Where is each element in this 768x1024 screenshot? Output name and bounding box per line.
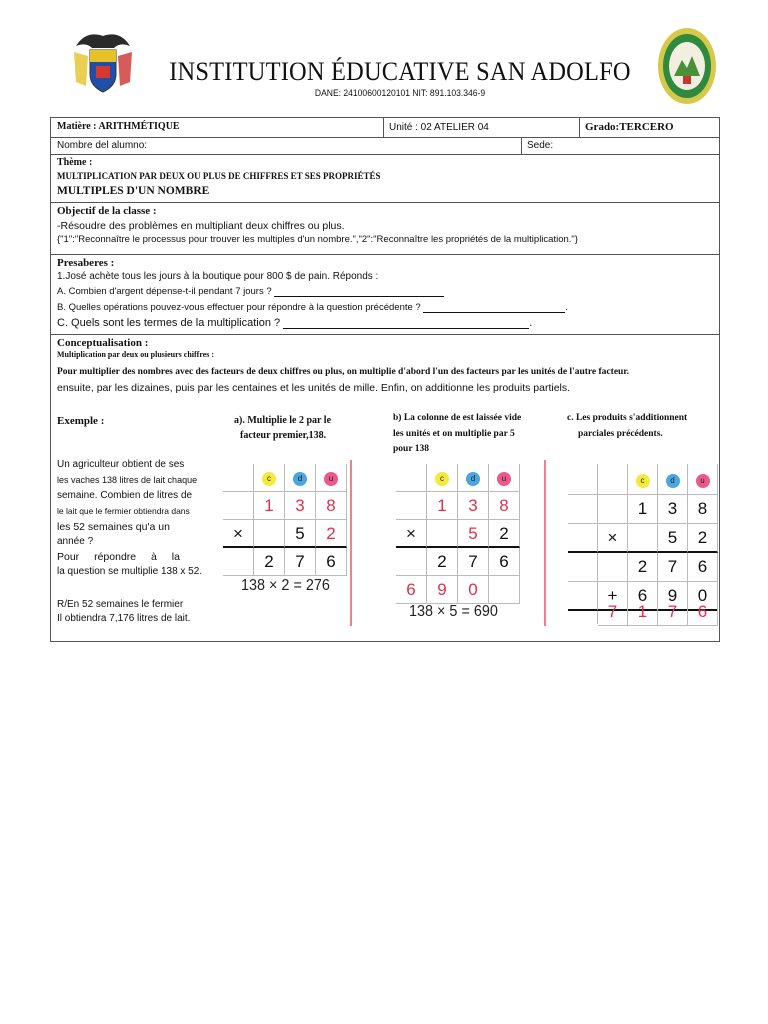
units-dot: u: [497, 472, 511, 486]
digit: 2: [316, 520, 347, 548]
digit: 2: [489, 520, 520, 548]
digit: 2: [628, 553, 658, 582]
times-sign: ×: [396, 520, 427, 548]
digit: 7: [458, 548, 489, 576]
digit: 7: [598, 598, 628, 626]
digit: 9: [658, 582, 688, 611]
colombia-coat-of-arms-icon: [66, 26, 140, 96]
info-row: [51, 118, 719, 138]
multiplication-grid-a: [223, 464, 347, 578]
theme-line-2: MULTIPLES D'UN NOMBRE: [57, 185, 210, 197]
digit: 5: [285, 520, 316, 548]
digit: 1: [254, 492, 285, 520]
digit: 1: [427, 492, 458, 520]
school-registration: DANE: 24100600120101 NIT: 891.103.346-9: [314, 88, 486, 99]
digit: 6: [628, 582, 658, 611]
digit: 8: [688, 495, 718, 524]
digit: 6: [688, 598, 718, 626]
theme-line-1: MULTIPLICATION PAR DEUX OU PLUS DE CHIFFRES ET SES PROPRIÉTÉS: [57, 171, 381, 181]
hundreds-dot: c: [262, 472, 276, 486]
answer-c-blank[interactable]: [283, 328, 529, 329]
digit: 1: [628, 598, 658, 626]
units-dot: u: [324, 472, 338, 486]
objective-label: Objectif de la classe :: [57, 205, 157, 217]
digit: 7: [658, 598, 688, 626]
unit-label: Unité : 02 ATELIER 04: [389, 122, 489, 133]
step-c-heading-1: c. Les produits s'additionnent: [567, 413, 688, 423]
story-line: Pour répondre à la: [57, 551, 180, 563]
theme-section: [51, 155, 719, 203]
times-sign: ×: [223, 520, 254, 548]
school-title: INSTITUTION ÉDUCATIVE SAN ADOLFO: [169, 57, 631, 86]
student-row: [51, 138, 719, 155]
tens-dot: d: [466, 472, 480, 486]
digit: 6: [688, 553, 718, 582]
answer-a-blank[interactable]: [274, 296, 444, 297]
tens-dot: d: [293, 472, 307, 486]
concept-label: Conceptualisation :: [57, 337, 149, 349]
story-line: les vaches 138 litres de lait chaque: [57, 475, 198, 485]
step-c-heading-2: parciales précédents.: [578, 429, 663, 439]
concept-sub: Multiplication par deux ou plusieurs chiffres :: [57, 350, 215, 359]
digit: 6: [316, 548, 347, 576]
worksheet-table: [50, 117, 720, 642]
sede-field[interactable]: Sede:: [527, 140, 554, 151]
multiplication-grid-b: [396, 464, 520, 604]
question-c: C. Quels sont les termes de la multiplication ? .: [57, 317, 533, 329]
student-name-field[interactable]: Nombre del alumno:: [57, 140, 148, 151]
tens-dot: d: [666, 474, 680, 488]
answer-line-2: Il obtiendra 7,176 litres de lait.: [57, 613, 191, 624]
question-intro: 1.José achète tous les jours à la boutique pour 800 $ de pain. Réponds :: [57, 271, 379, 282]
digit: 6: [396, 576, 427, 604]
question-b-text: B. Quelles opérations pouvez-vous effectuer pour répondre à la question précédente ?: [57, 302, 421, 313]
story-line: les 52 semaines qu'a un: [57, 521, 170, 533]
step-b-heading-1: b) La colonne de est laissée vide: [393, 413, 522, 423]
digit: 8: [489, 492, 520, 520]
digit: 5: [458, 520, 489, 548]
step-a-heading-2: facteur premier,138.: [240, 430, 327, 441]
story-line: le lait que le fermier obtiendra dans: [57, 506, 190, 516]
question-a-text: A. Combien d'argent dépense-t-il pendant 7 jours ?: [57, 286, 272, 297]
digit: 0: [458, 576, 489, 604]
objective-line-1: -Résoudre des problèmes en multipliant deux chiffres ou plus.: [57, 220, 345, 232]
objective-section: [51, 203, 719, 255]
hundreds-dot: c: [636, 474, 650, 488]
school-seal-icon: [656, 26, 718, 106]
digit: 9: [427, 576, 458, 604]
question-a: [57, 286, 444, 297]
digit: 3: [285, 492, 316, 520]
subject-label: Matière : ARITHMÉTIQUE: [57, 121, 180, 132]
concept-paragraph-1: Pour multiplier des nombres avec des facteurs de deux chiffres ou plus, on multiplie d'abord l'un des facteurs par les unités de l'autre facteur.: [57, 367, 630, 377]
digit: 8: [316, 492, 347, 520]
example-label: Exemple :: [57, 415, 105, 427]
answer-b-blank[interactable]: [423, 312, 565, 313]
grade-label: Grado:TERCERO: [585, 121, 674, 133]
question-c-text: C. Quels sont les termes de la multiplication ?: [57, 317, 281, 329]
theme-label: Thème :: [57, 157, 93, 168]
digit: 7: [285, 548, 316, 576]
concept-paragraph-2: ensuite, par les dizaines, puis par les centaines et les unités de mille. Enfin, on additionne les produits partiels.: [57, 382, 571, 394]
equation-a: 138 × 2 = 276: [241, 577, 330, 594]
step-b-heading-3: pour 138: [393, 444, 429, 454]
objective-line-2: {"1":"Reconnaître le processus pour trouver les multiples d'un nombre.","2":"Reconnaître les propriétés de la multiplication."}: [57, 234, 578, 245]
digit: 2: [427, 548, 458, 576]
digit: 3: [458, 492, 489, 520]
story-line: année ?: [57, 536, 94, 547]
plus-sign: +: [598, 582, 628, 611]
digit: 6: [489, 548, 520, 576]
equation-b: 138 × 5 = 690: [409, 603, 498, 620]
digit: 7: [658, 553, 688, 582]
presaberes-section: [51, 255, 719, 335]
step-a-heading-1: a). Multiplie le 2 par le: [234, 415, 332, 426]
story-line: semaine. Combien de litres de: [57, 490, 193, 501]
times-sign: ×: [598, 524, 628, 553]
digit: 3: [658, 495, 688, 524]
answer-line-1: R/En 52 semaines le fermier: [57, 599, 184, 610]
presaberes-label: Presaberes :: [57, 257, 115, 269]
units-dot: u: [696, 474, 710, 488]
digit: 0: [688, 582, 718, 611]
question-b: B. Quelles opérations pouvez-vous effectuer pour répondre à la question précédente ? .: [57, 302, 568, 313]
step-b-heading-2: les unités et on multiplie par 5: [393, 429, 515, 439]
story-line: Un agriculteur obtient de ses: [57, 459, 185, 470]
digit: 5: [658, 524, 688, 553]
digit: 2: [688, 524, 718, 553]
hundreds-dot: c: [435, 472, 449, 486]
sum-row-c: [598, 598, 718, 626]
digit: 1: [628, 495, 658, 524]
story-line: la question se multiplie 138 x 52.: [57, 566, 203, 577]
digit: 2: [254, 548, 285, 576]
